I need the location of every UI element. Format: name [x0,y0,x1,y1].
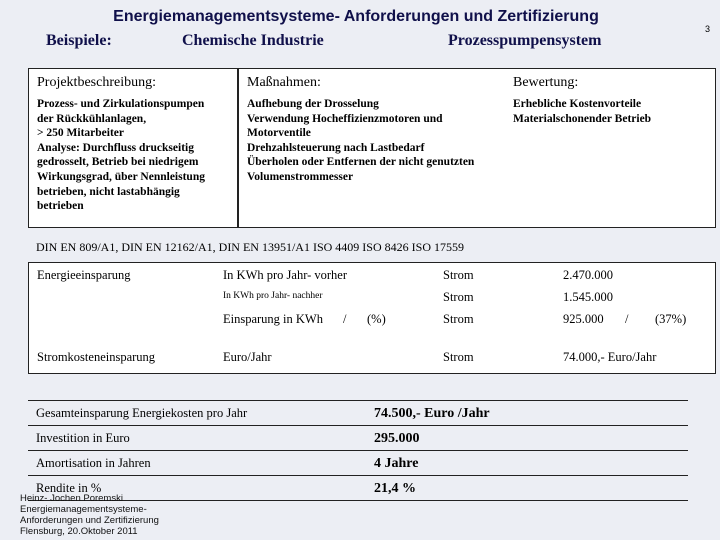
measures-line: Volumenstrommesser [247,170,354,183]
evaluation-line: Erhebliche Kostenvorteile [513,98,642,110]
saving-medium: Strom [443,312,474,326]
measures [239,69,505,227]
energy-saving-label: Energieeinsparung [37,268,131,282]
description-line: betrieben, nicht lastabhängig [37,185,180,198]
measures-line: Verwendung Hocheffizienzmotoren und [247,112,443,125]
description-heading: Projektbeschreibung: [37,75,156,90]
summary-label: Amortisation in Jahren [36,456,151,470]
summary-row [28,451,688,476]
description-text [37,97,229,214]
summary-value: 74.500,- Euro /Jahr [374,406,490,421]
summary-row [28,426,688,451]
summary-value: 4 Jahre [374,456,419,471]
footer-line: Anforderungen und Zertifizierung [20,515,159,526]
footer-line: Energiemanagementsysteme- [20,504,147,515]
description-line: der Rückkühlanlagen, [37,112,147,125]
summary-value: 21,4 % [374,481,416,496]
summary-row [28,401,688,426]
measures-heading: Maßnahmen: [247,75,321,90]
saving-percent: (37%) [655,312,687,326]
project-overview-box [28,68,716,228]
measures-text [247,97,497,185]
after-value: 1.545.000 [563,290,613,304]
saving-label: Einsparung in KWh [223,312,323,326]
industry-label: Chemische Industrie [182,32,324,49]
evaluation-line: Materialschonender Betrieb [513,112,652,125]
evaluation-text [513,97,707,126]
page-number: 3 [704,24,710,34]
summary-label: Investition in Euro [36,431,130,445]
measures-line: Drehzahlsteuerung nach Lastbedarf [247,141,425,154]
examples-label: Beispiele: [46,32,112,49]
description-line: > 250 Mitarbeiter [37,127,125,140]
evaluation [505,69,715,227]
before-medium: Strom [443,268,474,282]
summary-value: 295.000 [374,431,420,446]
description-line: Analyse: Durchfluss druckseitig [37,141,194,154]
system-label: Prozesspumpensystem [448,32,602,49]
description-line: betrieben [37,200,84,213]
cost-value: 74.000,- Euro/Jahr [563,350,657,364]
description-line: Wirkungsgrad, über Nennleistung [37,170,205,183]
description-line: Prozess- und Zirkulationspumpen [37,98,205,110]
evaluation-heading: Bewertung: [513,75,579,90]
before-label: In KWh pro Jahr- vorher [223,268,348,282]
summary-table [28,400,688,501]
summary-label: Gesamteinsparung Energiekosten pro Jahr [36,406,248,420]
footer-line: Flensburg, 20.Oktober 2011 [20,526,138,537]
after-medium: Strom [443,290,474,304]
after-label: In KWh pro Jahr- nachher [223,291,323,301]
description-line: gedrosselt, Betrieb bei niedrigem [37,156,199,169]
saving-value: 925.000 [563,312,604,326]
energy-savings-table [28,262,716,374]
before-value: 2.470.000 [563,268,613,282]
measures-line: Überholen oder Entfernen der nicht genutzten [247,156,475,169]
saving-percent-label: (%) [367,312,386,326]
measures-line: Motorventile [247,127,311,140]
project-description [29,69,239,227]
page-title: Energiemanagementsysteme- Anforderungen und Zertifizierung [113,8,599,25]
cost-saving-label: Stromkosteneinsparung [37,350,156,364]
footer-line: Heinz- Jochen Poremski [20,493,123,504]
footer [20,493,159,537]
saving-slash: / [343,312,347,326]
cost-unit: Euro/Jahr [223,350,272,364]
summary-label: Rendite in % [36,481,102,495]
cost-medium: Strom [443,350,474,364]
measures-line: Aufhebung der Drosselung [247,98,379,110]
standards-list: DIN EN 809/A1, DIN EN 12162/A1, DIN EN 13951/A1 ISO 4409 ISO 8426 ISO 17559 [36,240,464,254]
saving-value-slash: / [625,312,629,326]
